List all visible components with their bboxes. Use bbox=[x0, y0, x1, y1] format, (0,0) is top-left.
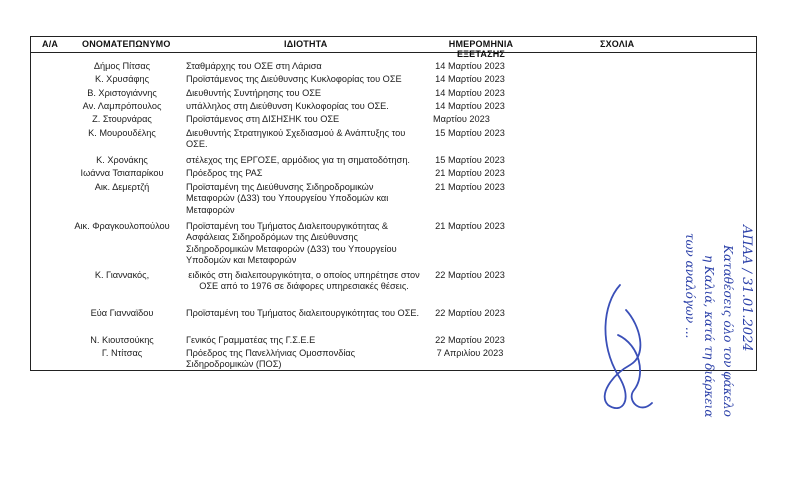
header-notes: ΣΧΟΛΙΑ bbox=[600, 39, 635, 49]
row-4-date: 14 Μαρτίου 2023 bbox=[435, 101, 505, 111]
row-7-date: 15 Μαρτίου 2023 bbox=[435, 155, 505, 165]
row-14-date: 7 Απριλίου 2023 bbox=[436, 348, 504, 358]
annotation-line-2: Καταθέσεις όλο τον φάκελο bbox=[721, 245, 735, 417]
row-12-role: Προϊσταμένη του Τμήματος διαλειτουργικότητας του ΟΣΕ. bbox=[186, 308, 420, 318]
table-top-border bbox=[30, 36, 757, 37]
row-10-name: Αικ. Φραγκουλοπούλου bbox=[74, 221, 170, 231]
row-2-role: Προϊστάμενος της Διεύθυνσης Κυκλοφορίας του ΟΣΕ bbox=[186, 74, 402, 84]
signature bbox=[605, 285, 652, 408]
row-3-name: Β. Χριστογιάννης bbox=[87, 88, 157, 98]
row-11-role: ειδικός στη διαλειτουργικότητα, ο οποίος υπηρέτησε στον ΟΣΕ από το 1976 σε διάφορες υπηρεσιακές θέσεις. bbox=[188, 270, 420, 292]
row-7-role: στέλεχος της ΕΡΓΟΣΕ, αρμόδιος για τη σηματοδότηση. bbox=[186, 155, 410, 165]
row-4-role: υπάλληλος στη Διεύθυνση Κυκλοφορίας του ΟΣΕ. bbox=[186, 101, 389, 111]
row-12-date: 22 Μαρτίου 2023 bbox=[435, 308, 505, 318]
handwritten-annotation bbox=[600, 215, 800, 490]
row-3-date: 14 Μαρτίου 2023 bbox=[435, 88, 505, 98]
header-name: ΟΝΟΜΑΤΕΠΩΝΥΜΟ bbox=[82, 39, 171, 49]
row-13-role: Γενικός Γραμματέας της Γ.Σ.Ε.Ε bbox=[186, 335, 316, 345]
row-12-name: Εύα Γιανναϊδου bbox=[90, 308, 154, 318]
header-aa: Α/Α bbox=[42, 39, 59, 49]
row-8-date: 21 Μαρτίου 2023 bbox=[435, 168, 505, 178]
row-9-date: 21 Μαρτίου 2023 bbox=[435, 182, 505, 192]
row-11-date: 22 Μαρτίου 2023 bbox=[435, 270, 505, 280]
row-1-date: 14 Μαρτίου 2023 bbox=[435, 61, 505, 71]
row-3-role: Διευθυντής Συντήρησης του ΟΣΕ bbox=[186, 88, 322, 98]
row-2-date: 14 Μαρτίου 2023 bbox=[435, 74, 505, 84]
header-date: ΗΜΕΡΟΜΗΝΙΑ ΕΞΕΤΑΣΗΣ bbox=[448, 39, 514, 59]
row-9-role: Προϊσταμένη της Διεύθυνσης Σιδηροδρομικών Μεταφορών (Δ33) του Υπουργείου Υποδομών και Μεταφορών bbox=[186, 182, 389, 215]
table-header-divider bbox=[30, 52, 757, 53]
row-5-name: Ζ. Στουρνάρας bbox=[92, 114, 152, 124]
row-5-date: Μαρτίου 2023 bbox=[433, 114, 490, 124]
table-left-border bbox=[30, 36, 31, 370]
annotation-line-4: των αναλόγων ... bbox=[683, 233, 697, 339]
row-6-role: Διευθυντής Στρατηγικού Σχεδιασμού & Ανάπτυξης του ΟΣΕ. bbox=[186, 128, 406, 150]
row-14-name: Γ. Ντίτσας bbox=[101, 348, 143, 358]
header-role: ΙΔΙΟΤΗΤΑ bbox=[284, 39, 328, 49]
row-6-name: Κ. Μουρουδέλης bbox=[88, 128, 156, 138]
row-5-role: Προϊστάμενος στη ΔΙΣΗΣΗΚ του ΟΣΕ bbox=[186, 114, 340, 124]
row-11-name: Κ. Γιαννακός, bbox=[94, 270, 150, 280]
row-6-date: 15 Μαρτίου 2023 bbox=[435, 128, 505, 138]
row-13-date: 22 Μαρτίου 2023 bbox=[435, 335, 505, 345]
row-7-name: Κ. Χρονάκης bbox=[96, 155, 148, 165]
row-8-name: Ιωάννα Τσιαπαρίκου bbox=[80, 168, 164, 178]
row-2-name: Κ. Χρυσάφης bbox=[94, 74, 150, 84]
row-8-role: Πρόεδρος της ΡΑΣ bbox=[186, 168, 263, 178]
row-1-name: Δήμος Πίτσας bbox=[93, 61, 151, 71]
row-14-role: Πρόεδρος της Πανελλήνιας Ομοσπονδίας Σιδηροδρομικών (ΠΟΣ) bbox=[186, 348, 356, 370]
row-4-name: Αν. Λαμπρόπουλος bbox=[82, 101, 162, 111]
row-13-name: Ν. Κιουτσούκης bbox=[90, 335, 154, 345]
row-9-name: Αικ. Δεμερτζή bbox=[94, 182, 150, 192]
annotation-line-3: η Καλιά, κατά τη διάρκεια bbox=[702, 255, 716, 418]
row-10-date: 21 Μαρτίου 2023 bbox=[435, 221, 505, 231]
row-10-role: Προϊσταμένη του Τμήματος Διαλειτουργικότητας & Ασφάλειας Σιδηροδρόμων της Διεύθυνσης Σιδηροδρομικών Μεταφορών (Δ33) του Υπουργείου Υποδομών και Μεταφορών bbox=[186, 221, 397, 265]
row-1-role: Σταθμάρχης του ΟΣΕ στη Λάρισα bbox=[186, 61, 322, 71]
annotation-line-1: ΑΠΑΑ / 31.01.2024 bbox=[739, 225, 754, 352]
